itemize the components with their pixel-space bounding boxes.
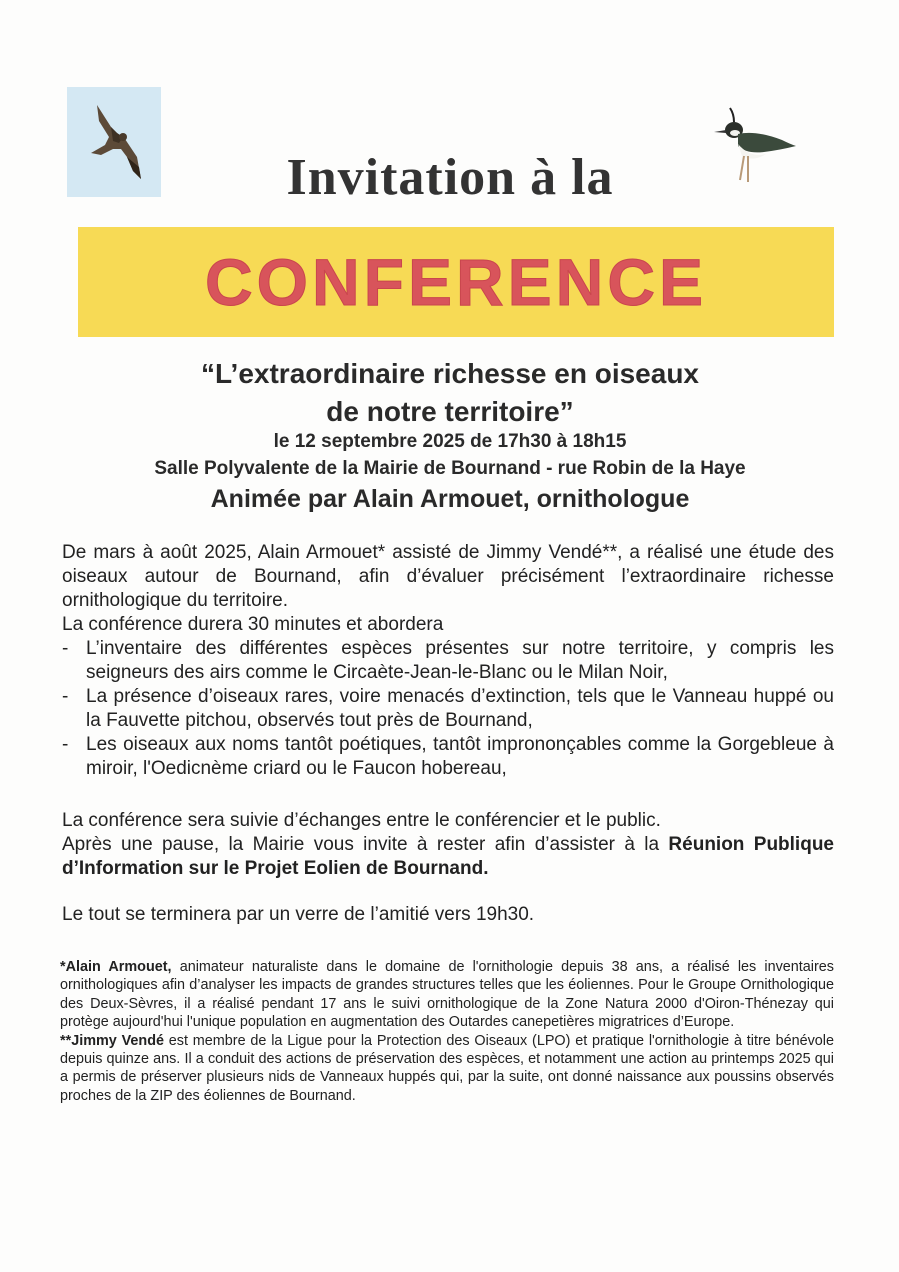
pause-paragraph: Après une pause, la Mairie vous invite à rester afin d’assister à la Réunion Publique d’Information sur le Projet Eolien de Bournand. — [62, 834, 834, 879]
topic-list — [62, 637, 834, 781]
footnote-vende: **Jimmy Vendé est membre de la Ligue pour la Protection des Oiseaux (LPO) et pratique l'ornithologie à titre bénévole depuis quinze ans. Il a conduit des actions de préservation des espèces, et notamment une action au printemps 2025 qui a permis de préserver plusieurs nids de Vanneaux huppés qui, par la suite, ont donné naissance aux poussins observés proches de la ZIP des éoliennes de Bournand. — [60, 1032, 835, 1104]
banner-text: CONFERENCE — [204, 245, 708, 319]
list-item: - L’inventaire des différentes espèces présentes sur notre territoire, y compris les seigneurs des airs comme le Circaète-Jean-le-Blanc ou le Milan Noir, — [62, 638, 834, 683]
subtitle-line-2: de notre territoire” — [326, 396, 574, 427]
event-host: Animée par Alain Armouet, ornithologue — [210, 485, 690, 513]
closing-line: Le tout se terminera par un verre de l’amitié vers 19h30. — [62, 904, 535, 925]
followup-line: La conférence sera suivie d’échanges entre le conférencier et le public. — [62, 810, 661, 831]
meeting-title: Réunion Publique d’Information sur le Projet Eolien de Bournand. — [62, 834, 834, 879]
event-venue: Salle Polyvalente de la Mairie de Bournand - rue Robin de la Haye — [154, 458, 746, 479]
footnote-armouet: *Alain Armouet, animateur naturaliste dans le domaine de l'ornithologie depuis 38 ans, a réalisé les inventaires ornithologiques afin d’analyser les impacts de grandes structures telles que les éoliennes. Pour le Groupe Ornithologique des Deux-Sèvres, il a réalisé pendant 17 ans le suivi ornithologique de la Zone Natura 2000 d'Oiron-Thénezay qui protège aujourd'hui l'unique population en augmentation des Outardes canepetières migratrices d’Europe. — [60, 959, 834, 1031]
footnotes — [60, 958, 834, 1105]
raptor-image — [67, 87, 161, 197]
body-text — [62, 541, 834, 927]
conference-subtitle — [40, 355, 860, 431]
list-item: - Les oiseaux aux noms tantôt poétiques, tantôt imprononçables comme la Gorgebleue à miroir, l'Oedicnème criard ou le Faucon hobereau, — [62, 734, 834, 779]
list-item: - La présence d’oiseaux rares, voire menacés d’extinction, tels que le Vanneau huppé ou la Fauvette pitchou, observés tout près de Bournand, — [62, 686, 834, 731]
conference-banner — [78, 227, 834, 337]
page-title: Invitation à la — [286, 149, 614, 206]
intro-paragraph: De mars à août 2025, Alain Armouet* assisté de Jimmy Vendé**, a réalisé une étude des oiseaux autour de Bournand, afin d’évaluer précisément l’extraordinaire richesse ornithologique du territoire. — [62, 542, 834, 611]
raptor-bird-icon — [67, 87, 161, 197]
event-date: le 12 septembre 2025 de 17h30 à 18h15 — [273, 431, 627, 452]
subtitle-line-1: “L’extraordinaire richesse en oiseaux — [200, 358, 699, 389]
duration-line: La conférence durera 30 minutes et abordera — [62, 614, 444, 635]
